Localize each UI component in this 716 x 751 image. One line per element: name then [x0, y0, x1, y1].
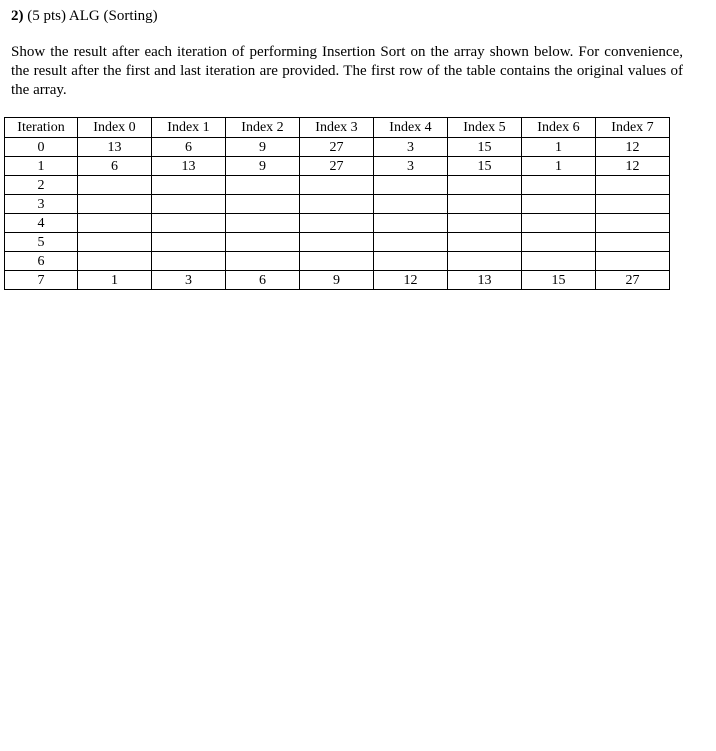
value-cell-index-6 — [522, 233, 596, 252]
value-cell-index-7 — [596, 233, 670, 252]
value-cell-index-0: 13 — [78, 138, 152, 157]
value-cell-index-6 — [522, 176, 596, 195]
header-index-1: Index 1 — [152, 118, 226, 138]
value-cell-index-7: 27 — [596, 271, 670, 290]
value-cell-index-7: 12 — [596, 138, 670, 157]
table-row — [5, 271, 670, 290]
value-cell-index-3 — [300, 195, 374, 214]
value-cell-index-5: 15 — [448, 157, 522, 176]
question-title: (5 pts) ALG (Sorting) — [27, 8, 158, 24]
value-cell-index-0 — [78, 195, 152, 214]
table-row — [5, 138, 670, 157]
value-cell-index-3 — [300, 214, 374, 233]
value-cell-index-5 — [448, 233, 522, 252]
iteration-cell: 5 — [5, 233, 78, 252]
header-iteration: Iteration — [5, 118, 78, 138]
value-cell-index-3 — [300, 233, 374, 252]
value-cell-index-4: 3 — [374, 157, 448, 176]
iteration-cell: 3 — [5, 195, 78, 214]
value-cell-index-2 — [226, 214, 300, 233]
insertion-sort-table — [4, 117, 670, 290]
value-cell-index-0 — [78, 214, 152, 233]
value-cell-index-2: 6 — [226, 271, 300, 290]
table-row — [5, 176, 670, 195]
iteration-cell: 6 — [5, 252, 78, 271]
table-row — [5, 214, 670, 233]
table-row — [5, 195, 670, 214]
value-cell-index-5 — [448, 176, 522, 195]
header-index-3: Index 3 — [300, 118, 374, 138]
table-row — [5, 233, 670, 252]
value-cell-index-2 — [226, 233, 300, 252]
header-index-4: Index 4 — [374, 118, 448, 138]
value-cell-index-4 — [374, 233, 448, 252]
value-cell-index-7 — [596, 214, 670, 233]
value-cell-index-3 — [300, 252, 374, 271]
value-cell-index-0 — [78, 176, 152, 195]
value-cell-index-3: 27 — [300, 157, 374, 176]
value-cell-index-0: 6 — [78, 157, 152, 176]
value-cell-index-4 — [374, 252, 448, 271]
value-cell-index-7 — [596, 252, 670, 271]
value-cell-index-2 — [226, 176, 300, 195]
table-header-row — [5, 118, 670, 138]
value-cell-index-5 — [448, 195, 522, 214]
iteration-cell: 0 — [5, 138, 78, 157]
value-cell-index-6 — [522, 195, 596, 214]
value-cell-index-2 — [226, 252, 300, 271]
table-body — [5, 138, 670, 290]
question-number: 2) — [11, 8, 24, 24]
value-cell-index-4 — [374, 214, 448, 233]
header-index-7: Index 7 — [596, 118, 670, 138]
value-cell-index-2 — [226, 195, 300, 214]
iteration-cell: 7 — [5, 271, 78, 290]
value-cell-index-3: 9 — [300, 271, 374, 290]
header-index-6: Index 6 — [522, 118, 596, 138]
value-cell-index-7 — [596, 176, 670, 195]
value-cell-index-3: 27 — [300, 138, 374, 157]
value-cell-index-1 — [152, 233, 226, 252]
iteration-cell: 4 — [5, 214, 78, 233]
value-cell-index-3 — [300, 176, 374, 195]
value-cell-index-6: 15 — [522, 271, 596, 290]
value-cell-index-5 — [448, 252, 522, 271]
value-cell-index-1 — [152, 195, 226, 214]
question-heading — [11, 6, 158, 26]
value-cell-index-0 — [78, 252, 152, 271]
value-cell-index-5: 13 — [448, 271, 522, 290]
table-row — [5, 157, 670, 176]
value-cell-index-7 — [596, 195, 670, 214]
iteration-cell: 2 — [5, 176, 78, 195]
iteration-cell: 1 — [5, 157, 78, 176]
value-cell-index-1 — [152, 214, 226, 233]
value-cell-index-7: 12 — [596, 157, 670, 176]
header-index-5: Index 5 — [448, 118, 522, 138]
value-cell-index-6 — [522, 214, 596, 233]
value-cell-index-2: 9 — [226, 138, 300, 157]
value-cell-index-0 — [78, 233, 152, 252]
value-cell-index-2: 9 — [226, 157, 300, 176]
value-cell-index-1 — [152, 176, 226, 195]
value-cell-index-6: 1 — [522, 138, 596, 157]
header-index-2: Index 2 — [226, 118, 300, 138]
value-cell-index-1: 3 — [152, 271, 226, 290]
value-cell-index-6 — [522, 252, 596, 271]
value-cell-index-4: 3 — [374, 138, 448, 157]
value-cell-index-4 — [374, 176, 448, 195]
value-cell-index-4: 12 — [374, 271, 448, 290]
value-cell-index-0: 1 — [78, 271, 152, 290]
table-row — [5, 252, 670, 271]
value-cell-index-5 — [448, 214, 522, 233]
value-cell-index-1: 6 — [152, 138, 226, 157]
value-cell-index-1 — [152, 252, 226, 271]
value-cell-index-4 — [374, 195, 448, 214]
header-index-0: Index 0 — [78, 118, 152, 138]
value-cell-index-5: 15 — [448, 138, 522, 157]
question-instructions: Show the result after each iteration of performing Insertion Sort on the array shown below. For convenience, the result after the first and last iteration are provided. The first row of the table contains the original values of the array. — [11, 44, 683, 98]
value-cell-index-1: 13 — [152, 157, 226, 176]
value-cell-index-6: 1 — [522, 157, 596, 176]
